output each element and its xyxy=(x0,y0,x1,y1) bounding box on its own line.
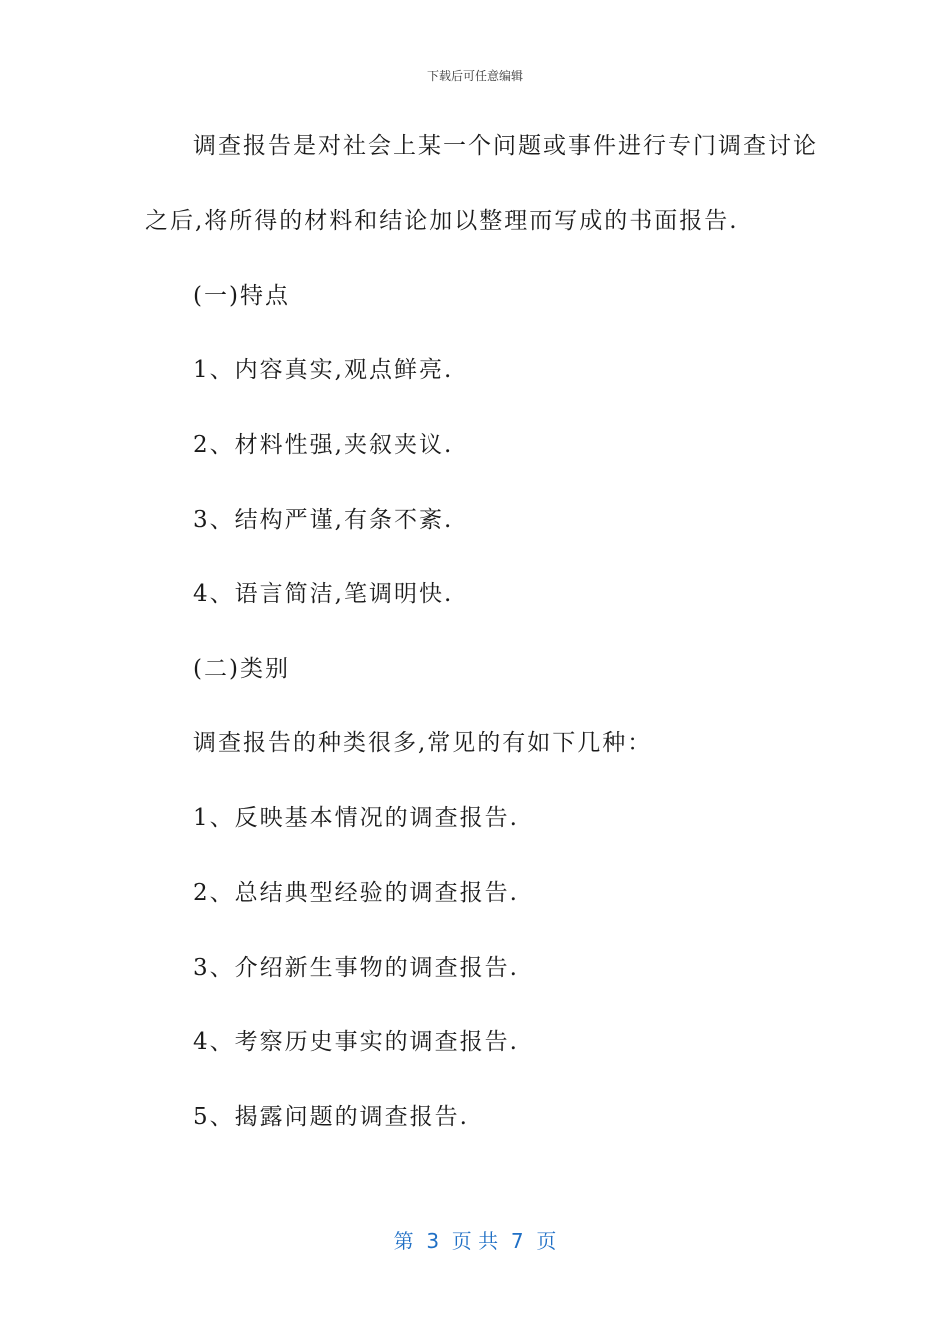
section-heading: (一)特点 xyxy=(193,283,290,309)
list-item: 4、考察历史事实的调查报告. xyxy=(193,1029,519,1055)
list-item: 4、语言简洁,笔调明快. xyxy=(193,581,454,607)
list-item: 5、揭露问题的调查报告. xyxy=(193,1104,469,1130)
page-number-footer: 第 3 页 共 7 页 xyxy=(393,1229,557,1253)
list-item: 3、结构严谨,有条不紊. xyxy=(193,507,454,533)
list-item: 2、材料性强,夹叙夹议. xyxy=(193,432,454,458)
section-heading: (二)类别 xyxy=(193,656,290,682)
list-item: 1、反映基本情况的调查报告. xyxy=(193,805,519,831)
page-header: 下载后可任意编辑 xyxy=(426,69,523,83)
list-item: 2、总结典型经验的调查报告. xyxy=(193,880,519,906)
paragraph-line: 调查报告的种类很多,常见的有如下几种： xyxy=(193,730,653,756)
list-item: 1、内容真实,观点鲜亮. xyxy=(193,357,454,383)
paragraph-line: 之后,将所得的材料和结论加以整理而写成的书面报告. xyxy=(145,208,739,234)
list-item: 3、介绍新生事物的调查报告. xyxy=(193,955,519,981)
paragraph-line: 调查报告是对社会上某一个问题或事件进行专门调查讨论 xyxy=(193,133,818,159)
